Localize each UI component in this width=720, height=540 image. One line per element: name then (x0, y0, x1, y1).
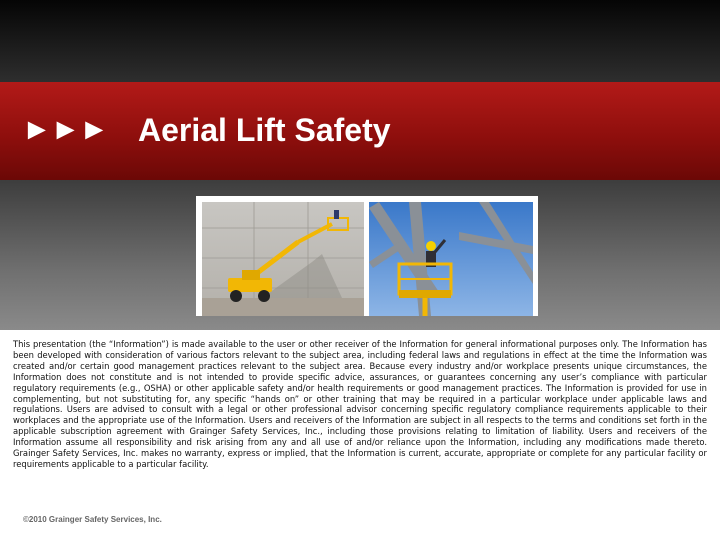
photo-frame (196, 196, 538, 316)
worker-lift-photo (369, 202, 533, 316)
title-bar (0, 82, 720, 180)
disclaimer-panel (0, 330, 720, 540)
boom-lift-photo (202, 202, 364, 316)
copyright-text: ©2010 Grainger Safety Services, Inc. (23, 515, 162, 524)
disclaimer-text: This presentation (the “Information”) is made available to the user or other receiver of the Information for general informational purposes only. The Information has been developed with consideration of various factors relevant to the subject area, including federal laws and regulations in effect at the time the Information was created and/or certain good management practices relevant to the subject area. Because every industry and/or workplace presents unique circumstances, the Information does not constitute and is not intended to provide specific advice, assurances, or guarantees concerning any user’s compliance with particular regulatory requirements (e.g., OSHA) or other applicable safety and/or health requirements or good management practices. The Information is provided for use in complementing, but not substituting for, any specific “hands on” or other training that may be required in a particular workplace under applicable laws and regulations. Users are advised to consult with a legal or other professional advisor concerning specific regulatory compliance requirements applicable to their workplaces and the appropriate use of the Information. Users and receivers of the Information are subject in all respects to the terms and conditions set forth in the applicable subscription agreement with Grainger Safety Services, Inc., including those provisions relating to limitation of liability. Users and receivers of the Information assume all responsibility and risk arising from any and all use of and/or reliance upon the Information, including any modifications made thereto. Grainger Safety Services, Inc. makes no warranty, express or implied, that the Information is current, accurate, appropriate or complete for any particular facility or requirements applicable to a particular facility. (13, 339, 707, 469)
title-arrows-icon: ►►► (22, 113, 109, 146)
top-band (0, 0, 720, 82)
slide-title: Aerial Lift Safety (138, 112, 391, 148)
